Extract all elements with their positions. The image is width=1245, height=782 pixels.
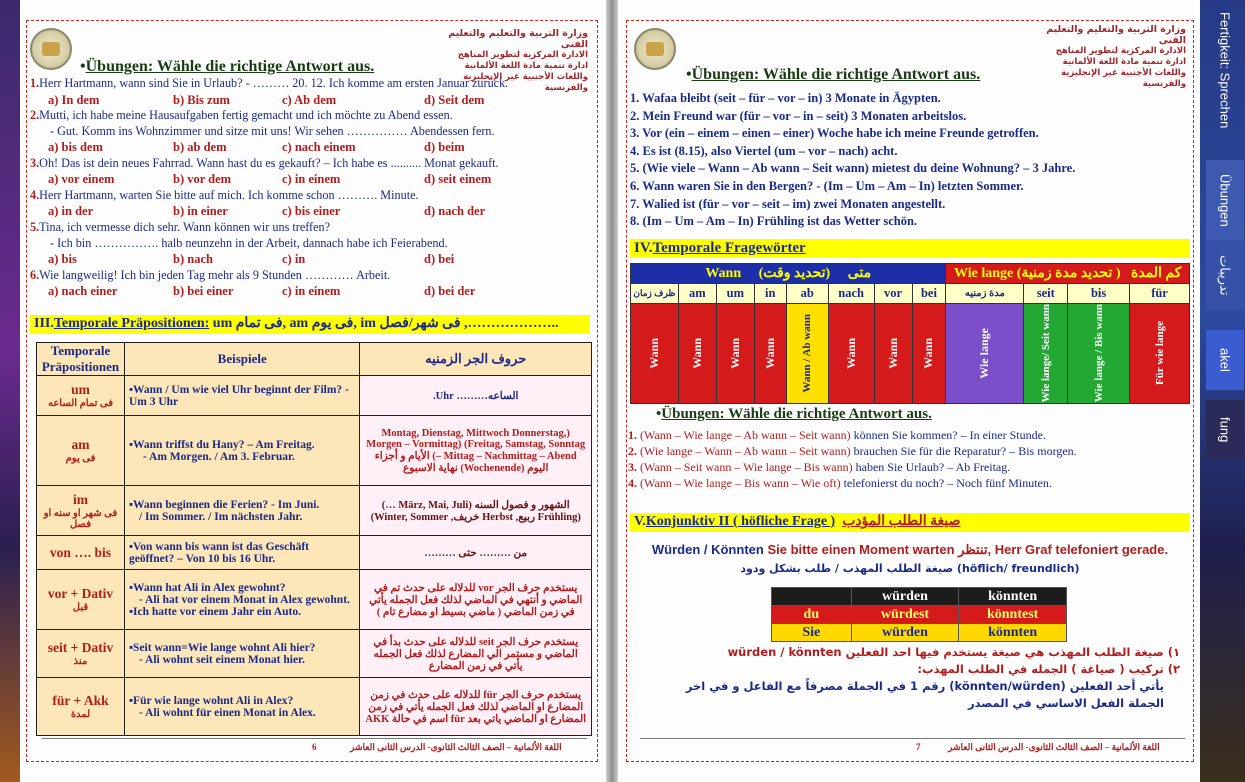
item-text: können Sie kommen? – In einer Stunde. <box>850 428 1046 442</box>
side-tab-arabic[interactable]: تدريبات <box>1206 240 1244 310</box>
arabic-cell <box>360 416 592 486</box>
side-tab-fung[interactable]: fung <box>1206 400 1244 460</box>
item-choices: (Wann – Wie lange – Ab wann – Seit wann) <box>640 428 851 442</box>
example-line: ▪Wann triffst du Hany? – Am Freitag. <box>128 438 315 451</box>
prep-arabic: قبل <box>72 602 89 613</box>
kj-cell: du <box>772 606 852 624</box>
fw-cell-text: Wie lange/ Seit wann <box>1039 304 1052 403</box>
option-c[interactable]: c) in <box>282 252 306 266</box>
example-line: - Am Morgen. / Am 3. Februar. <box>142 450 295 463</box>
fw-cell <box>1130 304 1190 404</box>
prep-name: seit + Dativ <box>47 640 114 655</box>
fw-sub-cell: seit <box>1024 284 1068 304</box>
item-choices: (Wann – Seit wann – Wie lange – Bis wann) <box>640 460 853 474</box>
exercise-2-title: •Übungen: Wähle die richtige Antwort aus. <box>656 406 932 422</box>
arabic-note: الشهور و فصول السنه (März, Mai, Juli …) (Frühling ربيع, Herbst خريف, Winter, Sommer) <box>370 499 581 523</box>
option-c[interactable]: c) bis einer <box>282 204 341 218</box>
option-a[interactable]: a) bis dem <box>48 140 103 154</box>
prep-arabic: منذ <box>73 656 88 667</box>
section-subtitle: um فى تمام, am فى يوم, im فى شهر/فصل ,……………….. <box>212 316 559 331</box>
kj-request: Sie bitte einen Moment warten <box>763 542 955 557</box>
kj-rule: ١) صيغة الطلب المهذب هي صيغة يستخدم فيها احد الفعلين würden / könnten <box>727 645 1180 659</box>
prepositions-table <box>36 342 592 736</box>
item-text: telefonierst du noch? – Noch fünf Minuten. <box>840 476 1052 490</box>
konjunktiv-table <box>771 587 1067 642</box>
prep-name: von …. bis <box>49 544 112 560</box>
option-d[interactable]: d) nach der <box>424 204 486 218</box>
fw-sub-cell: ظرف زمان <box>631 284 679 304</box>
exercise-title: •Übungen: Wähle die richtige Antwort aus. <box>80 58 375 75</box>
wann-note: (تحديد وقت) <box>758 266 831 281</box>
fw-cell <box>716 304 754 404</box>
table-subheader-row <box>631 284 1190 304</box>
page-left <box>20 0 606 782</box>
exercise-item <box>628 427 1192 443</box>
arabic-note: الساعه……… Uhr. <box>433 390 519 402</box>
kj-cell: könnten <box>959 588 1067 606</box>
fw-cell-text: Wann <box>762 337 777 369</box>
table-row <box>37 416 592 486</box>
options-row <box>20 204 606 219</box>
prep-cell <box>37 486 125 536</box>
fw-sub-cell: in <box>754 284 786 304</box>
item-choices: (Wann – Wie lange – Bis wann – Wie oft) <box>640 476 841 490</box>
option-d[interactable]: d) seit einem <box>424 172 492 186</box>
arabic-cell <box>360 630 592 678</box>
example-line: / Im Sommer. / Im nächsten Jahr. <box>138 510 303 523</box>
fw-cell <box>1068 304 1130 404</box>
kj-cell: würden <box>851 624 959 642</box>
examples-cell <box>124 376 359 416</box>
table-row <box>631 304 1190 404</box>
ministry-line: واللغات الأجنبية غير الإنجليزية والفرنسية <box>463 72 588 93</box>
table-row <box>37 630 592 678</box>
item-number: 4. <box>628 476 637 490</box>
exercise-title-text: Übungen: Wähle die richtige Antwort aus. <box>85 58 375 75</box>
examples-cell <box>124 536 359 570</box>
example-line: ▪Von wann bis wann ist das Geschäft geöffnet? – Von 10 bis 16 Uhr. <box>128 540 310 565</box>
fw-cell <box>828 304 874 404</box>
item-choices: (Wie lange – Wann – Ab wann – Seit wann) <box>640 444 851 458</box>
wann-header <box>631 264 946 284</box>
fw-cell-text: Wann <box>921 337 936 369</box>
table-row <box>772 624 1067 642</box>
question-text-continued: - Gut. Komm ins Wohnzimmer und sitze mit uns! Wir sehen …………… Abendessen fern. <box>50 124 495 138</box>
question-number: 3. <box>30 156 40 170</box>
wie-lange-label: Wie lange <box>954 266 1014 281</box>
option-c[interactable]: c) nach einem <box>282 140 356 154</box>
option-a[interactable]: a) vor einem <box>48 172 115 186</box>
fw-sub-cell: bis <box>1068 284 1130 304</box>
exercise-item <box>628 459 1192 475</box>
fragewoerter-table <box>630 263 1190 404</box>
table-header-row <box>631 264 1190 284</box>
exercise-item <box>628 475 1192 491</box>
examples-cell <box>124 678 359 736</box>
example-line: ▪Wann hat Ali in Alex gewohnt? <box>128 581 286 594</box>
fw-sub-cell: ab <box>786 284 828 304</box>
prep-name: für + Akk <box>52 693 109 708</box>
arabic-cell <box>360 536 592 570</box>
wann-label: Wann <box>705 266 742 281</box>
exercise-item: 1. Wafaa bleibt (seit – für – vor – in) 3 Monate in Ägypten. <box>630 91 941 105</box>
prep-cell <box>37 630 125 678</box>
page-right <box>618 0 1200 782</box>
ministry-line: ادارة تنمية مادة اللغة الألمانية <box>1062 57 1186 67</box>
option-a[interactable]: a) nach einer <box>48 284 118 298</box>
example-line: ▪Ich hatte vor einem Jahr ein Auto. <box>128 605 301 618</box>
table-row <box>772 606 1067 624</box>
side-tab-akel[interactable]: akel <box>1206 330 1244 390</box>
fw-cell <box>786 304 828 404</box>
prep-cell <box>37 570 125 630</box>
question <box>30 156 600 171</box>
fw-cell-text: Wann / Ab wann <box>801 313 814 393</box>
question-number: 4. <box>30 188 40 202</box>
exercise-title: •Übungen: Wähle die richtige Antwort aus. <box>686 66 981 83</box>
options-row <box>20 140 606 155</box>
option-c[interactable]: c) Ab dem <box>282 93 337 107</box>
arabic-note: يستخدم حرف الجر seit للدلاله على حدث بدأ في الماضي و مستمر الي المضارع لذلك فعل الجمله يأتي في زمن المضارع <box>373 636 579 672</box>
question <box>30 188 600 203</box>
table-row <box>37 678 592 736</box>
question-text: Oh! Das ist dein neues Fahrrad. Wann hast du es gekauft? – Ich habe es .......... Monat gekauft. <box>39 156 499 170</box>
ministry-line: الادارة المركزية لتطوير المناهج <box>457 50 588 60</box>
example-line: - Ali wohnt seit einem Monat hier. <box>138 653 305 666</box>
option-d[interactable]: d) beim <box>424 140 465 154</box>
question-text: Herr Hartmann, warten Sie bitte auf mich. Ich komme schon ………. Minute. <box>39 188 419 202</box>
ministry-line: وزارة التربية والتعليم والتعليم الفنى <box>448 28 588 50</box>
kj-verbs: Würden / Könnten <box>651 542 764 557</box>
example-line: - Ali wohnt für einen Monat in Alex. <box>138 706 316 719</box>
option-b[interactable]: b) Bis zum <box>173 93 230 107</box>
fw-sub-cell: nach <box>828 284 874 304</box>
wie-lange-arabic: كم المدة <box>1131 266 1182 281</box>
section-title: Konjunktiv II ( höfliche Frage ) <box>645 514 836 529</box>
section-label: III. <box>34 316 54 331</box>
kj-rule: يأتي أحد الفعلين (könnten/würden) رقم 1 في الجملة مصرفاً مع الفاعل و في اخر الجملة الفعل الاساسي في المصدر <box>685 679 1164 710</box>
table-header-row <box>37 343 592 376</box>
exercise-item <box>628 443 1192 459</box>
table-row <box>37 570 592 630</box>
option-a[interactable]: a) in der <box>48 204 94 218</box>
ministry-seal <box>634 28 676 70</box>
footer-rule <box>640 738 1185 739</box>
question-text: Herr Hartmann, wann sind Sie in Urlaub? - ……… 20. 12. Ich komme am ersten Januar zurück. <box>39 76 509 90</box>
table-row <box>37 486 592 536</box>
item-text: haben Sie Urlaub? – Ab Freitag. <box>852 460 1011 474</box>
item-number: 2. <box>628 444 637 458</box>
option-a[interactable]: a) In dem <box>48 93 100 107</box>
prep-arabic: لمدة <box>70 709 91 720</box>
table-row <box>772 588 1067 606</box>
prep-arabic: فى يوم <box>65 453 96 464</box>
example-line: ▪Für wie lange wohnt Ali in Alex? <box>128 694 294 707</box>
fw-cell <box>1024 304 1068 404</box>
kj-note: صيغة الطلب المهذب / طلب بشكل ودود (höflich/ freundlich) <box>740 562 1080 575</box>
table-row <box>37 536 592 570</box>
background-left <box>0 0 20 782</box>
page-footer: اللغة الألمانية – الصف الثالث الثانوى- الدرس الثانى العاشر <box>948 742 1160 752</box>
arabic-cell <box>360 678 592 736</box>
question-text: Mutti, ich habe meine Hausaufgaben fertig gemacht und ich möchte zu Abend essen. <box>39 108 453 122</box>
fw-cell-text: Wie lange / Bis wann <box>1092 304 1105 403</box>
option-c[interactable]: c) in einem <box>282 172 341 186</box>
exercise-item: 7. Walied ist (für – vor – seit – im) zwei Monaten angestellt. <box>630 196 946 211</box>
arabic-cell <box>360 570 592 630</box>
kj-cell: könnten <box>959 624 1067 642</box>
question-number: 5. <box>30 220 40 234</box>
options-row <box>20 93 606 108</box>
ministry-line: وزارة التربية والتعليم والتعليم الفنى <box>1046 24 1186 46</box>
prep-name: im <box>72 491 88 507</box>
footer-rule <box>42 738 587 739</box>
option-b[interactable]: b) bei einer <box>173 284 234 298</box>
option-c[interactable]: c) in einem <box>282 284 341 298</box>
prep-cell <box>37 376 125 416</box>
exercise-title-text: Übungen: Wähle die richtige Antwort aus. <box>661 406 932 422</box>
exercise-title-text: Übungen: Wähle die richtige Antwort aus. <box>691 66 981 83</box>
examples-cell <box>124 630 359 678</box>
kj-rest: تنتظر, Herr Graf telefoniert gerade. <box>954 542 1169 557</box>
kj-cell <box>772 588 852 606</box>
section-arabic: صيغة الطلب المؤدب <box>842 514 961 529</box>
example-line: ▪Wann beginnen die Ferien? - Im Juni. <box>128 498 320 511</box>
examples-cell <box>124 416 359 486</box>
option-b[interactable]: b) nach <box>173 252 213 266</box>
fw-cell <box>631 304 679 404</box>
prep-cell <box>37 536 125 570</box>
exercise-2-list <box>628 427 1192 491</box>
examples-cell <box>124 570 359 630</box>
question-number: 6. <box>30 268 40 282</box>
kj-cell: würdest <box>851 606 959 624</box>
exercise-item: 4. Es ist (8.15), also Viertel (um – vor – nach) acht. <box>630 143 898 158</box>
arabic-note: (Montag, Dienstag, Mittwoch Donnerstag, Freitag, Samstag, Sonntag) (Morgen – Vormittag – Mittag – Nachmittag – Abend) الأيام و أجزاء اليوم (Wochenende) نهاية الاسبوع <box>366 427 586 474</box>
kj-cell: Sie <box>772 624 852 642</box>
item-number: 1. <box>628 428 637 442</box>
question <box>30 220 600 235</box>
question <box>30 76 600 91</box>
arabic-note: من ……… حتى ……… <box>424 547 528 559</box>
fw-cell-text: Wann <box>885 337 900 369</box>
exercise-item: 6. Wann waren Sie in den Bergen? - (Im – Um – Am – In) letzten Sommer. <box>630 178 1024 193</box>
ministry-seal <box>30 28 72 70</box>
ministry-line: واللغات الأجنبية غير الإنجليزية والفرنسية <box>1061 68 1186 89</box>
option-b[interactable]: b) in einer <box>173 204 228 218</box>
item-number: 3. <box>628 460 637 474</box>
table-header: Beispiele <box>124 343 359 376</box>
kj-rule: ٢) تركيب ( صياغة ) الجمله في الطلب المهذب: <box>917 662 1180 676</box>
fw-sub-cell: um <box>716 284 754 304</box>
question <box>30 268 600 283</box>
option-b[interactable]: b) ab dem <box>173 140 227 154</box>
arabic-cell <box>360 486 592 536</box>
section-title: Temporale Fragewörter <box>652 240 806 256</box>
fw-cell-text: Wie lange <box>977 327 992 379</box>
table-row <box>37 376 592 416</box>
prep-name: um <box>71 382 90 397</box>
page-footer: اللغة الألمانية – الصف الثالث الثانوى- الدرس الثانى العاشر <box>350 742 562 752</box>
exercise-item: 2. Mein Freund war (für – vor – in – seit) 3 Monaten arbeitslos. <box>630 108 967 123</box>
kj-sentence <box>630 542 1190 558</box>
fw-cell <box>754 304 786 404</box>
arabic-note: يستخدم حرف الجر für للدلاله على حدث في زمن المضارع او الماضي لذلك فعل الجمله يأتي في زمن المضارع او الماضي ياتي بعد für اسم في حالة AKK <box>365 689 587 725</box>
ministry-line: الادارة المركزية لتطوير المناهج <box>1055 46 1186 56</box>
exercise-item: 8. (Im – Um – Am – In) Frühling ist das Wetter schön. <box>630 214 918 229</box>
ministry-line: ادارة تنمية مادة اللغة الألمانية <box>464 61 588 71</box>
exercise-item: 5. (Wie viele – Wann – Ab wann – Seit wann) mietest du deine Wohnung? – 3 Jahre. <box>630 161 1076 176</box>
side-tab-uebungen[interactable]: Übungen <box>1206 160 1244 240</box>
option-b[interactable]: b) vor dem <box>173 172 232 186</box>
kj-cell: würden <box>851 588 959 606</box>
examples-cell <box>124 486 359 536</box>
question-number: 1. <box>30 76 40 90</box>
prep-arabic: فى شهر او سنه او فصل <box>43 507 118 530</box>
options-row <box>20 172 606 187</box>
section-3-heading <box>30 315 590 334</box>
option-d[interactable]: d) bei der <box>424 284 476 298</box>
section-4-heading <box>630 239 1190 258</box>
wann-arabic: متى <box>847 266 872 281</box>
fw-cell-text: Wann <box>689 337 704 369</box>
fw-cell <box>874 304 912 404</box>
book-gutter <box>606 0 618 782</box>
fw-sub-cell: bei <box>912 284 946 304</box>
section-label: IV. <box>634 240 653 256</box>
table-header: حروف الجر الزمنيه <box>360 343 592 376</box>
kj-rules <box>648 644 1180 712</box>
exercise-list <box>630 90 1190 231</box>
book-spread <box>20 0 1200 782</box>
example-line: - Ali hat vor einem Monat in Alex gewohnt. <box>138 593 350 606</box>
prep-name: vor + Dativ <box>47 586 114 601</box>
ministry-header <box>1016 24 1186 90</box>
wie-lange-header <box>946 264 1190 284</box>
example-line: ▪Seit wann=Wie lange wohnt Ali hier? <box>128 641 316 654</box>
fw-cell-text: Wann <box>843 337 858 369</box>
fw-cell <box>946 304 1024 404</box>
fw-cell-text: Wann <box>727 337 742 369</box>
fw-sub-cell: vor <box>874 284 912 304</box>
arabic-cell <box>360 376 592 416</box>
fw-cell-text: Für wie lange <box>1153 321 1166 386</box>
option-d[interactable]: d) Seit dem <box>424 93 485 107</box>
kj-cell: könntest <box>959 606 1067 624</box>
side-tab-fertigkeit[interactable]: Fertigkeit: Sprechen <box>1217 11 1233 129</box>
prep-arabic: فى تمام الساعه <box>47 398 113 409</box>
section-label: V. <box>634 514 646 529</box>
question-text: Wie langweilig! Ich bin jeden Tag mehr als 9 Stunden ………… Arbeit. <box>39 268 391 282</box>
option-d[interactable]: d) bei <box>424 252 455 266</box>
fw-sub-cell: مدة زمنيه <box>946 284 1024 304</box>
fw-sub-cell: für <box>1130 284 1190 304</box>
fw-cell-text: Wann <box>646 337 661 369</box>
fw-cell <box>678 304 716 404</box>
prep-cell <box>37 416 125 486</box>
item-text: brauchen Sie für die Reparatur? – Bis morgen. <box>850 444 1077 458</box>
wie-lange-note: ( تحديد مدة زمنية) <box>1016 266 1121 281</box>
example-line: ▪Wann / Um wie viel Uhr beginnt der Film? - Um 3 Uhr <box>128 383 349 408</box>
fw-sub-cell: am <box>678 284 716 304</box>
prep-cell <box>37 678 125 736</box>
prep-name: am <box>71 437 90 452</box>
question <box>30 108 600 123</box>
option-a[interactable]: a) bis <box>48 252 77 266</box>
page-number: 6 <box>312 742 317 752</box>
question-number: 2. <box>30 108 40 122</box>
section-title: Temporale Präpositionen: <box>53 316 210 331</box>
exercise-item: 3. Vor (ein – einem – einen – einer) Woche habe ich meine Freunde getroffen. <box>630 126 1039 141</box>
section-5-heading <box>630 513 1190 532</box>
arabic-note: يستخدم حرف الجر vor للدلاله على حدث تم في الماضي و أنتهي في الماضي لذلك فعل الجمله يأتي في زمن الماضي ( ماضي بسيط او مضارع تام ) <box>369 582 583 618</box>
options-row <box>20 284 606 299</box>
question-text-continued: - Ich bin ……………. halb neunzehn in der Arbeit, dannach habe ich Feierabend. <box>50 236 448 250</box>
fw-cell <box>912 304 946 404</box>
table-header: Temporale Präpositionen <box>37 343 125 376</box>
options-row <box>20 252 606 267</box>
question-text: Tina, ich vermesse dich sehr. Wann können wir uns treffen? <box>39 220 331 234</box>
page-number: 7 <box>916 742 921 752</box>
